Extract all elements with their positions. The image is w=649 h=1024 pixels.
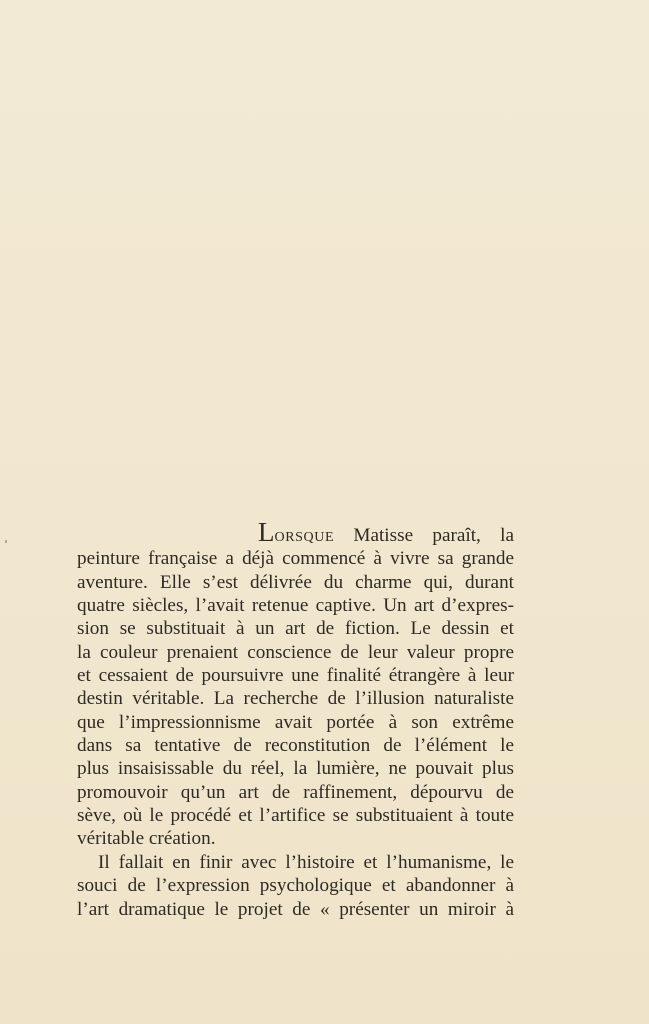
drop-cap: L [258, 517, 275, 547]
text-line: sève, où le procédé et l’artifice se substituaient à toute [77, 805, 514, 827]
text-line: l’art dramatique le projet de « présenter un miroir à [77, 898, 514, 920]
text-line: dans sa tentative de reconstitution de l’élément le [77, 735, 514, 757]
scan-speck [5, 540, 7, 543]
text-line: destin véritable. La recherche de l’illusion naturaliste [77, 688, 514, 710]
text-line: promouvoir qu’un art de raffinement, dépourvu de [77, 781, 514, 803]
text-line: aventure. Elle s’est délivrée du charme qui, durant [77, 571, 514, 593]
text-line: peinture française a déjà commencé à vivre sa grande [77, 548, 514, 570]
text-line: que l’impressionnisme avait portée à son extrême [77, 711, 514, 733]
small-caps-word: ORSQUE [274, 530, 335, 545]
body-text [77, 517, 514, 921]
text-line: véritable création. [77, 828, 216, 850]
text-line: quatre siècles, l’avait retenue captive. Un art d’expres- [77, 595, 514, 617]
text-line: et cessaient de poursuivre une finalité étrangère à leur [77, 665, 514, 687]
text-line: souci de l’expression psychologique et abandonner à [77, 875, 514, 897]
text-line: sion se substituait à un art de fiction. Le dessin et [77, 618, 514, 640]
opening-rest: Matisse paraît, la [334, 525, 514, 546]
opening-line [77, 517, 514, 547]
text-line: plus insaisissable du réel, la lumière, ne pouvait plus [77, 758, 514, 780]
text-line: la couleur prenaient conscience de leur valeur propre [77, 641, 514, 663]
text-line: Il fallait en finir avec l’histoire et l’humanisme, le [98, 851, 514, 873]
